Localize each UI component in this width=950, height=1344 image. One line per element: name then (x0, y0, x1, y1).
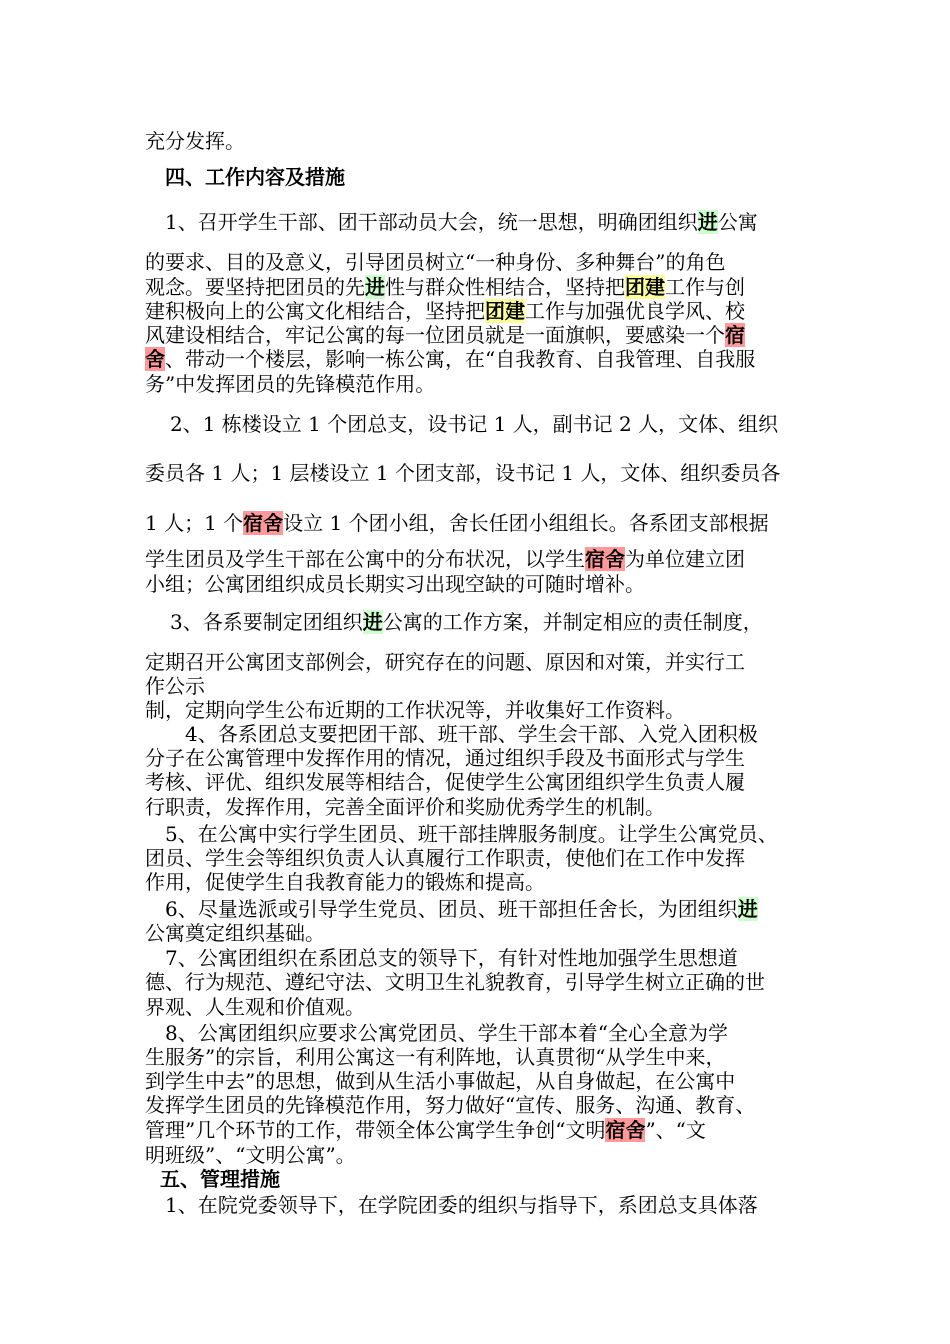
text-line (145, 372, 815, 396)
text-segment: 1、召开学生干部、团干部动员大会，统一思想，明确团组织 (165, 210, 698, 234)
text-segment: 分子在公寓管理中发挥作用的情况，通过组织手段及书面形式与学生 (145, 746, 745, 770)
text-segment: 工作与创 (665, 275, 745, 299)
text-line (145, 795, 815, 819)
text-segment: 委员各 1 人；1 层楼设立 1 个团支部，设书记 1 人，文体、组织委员各 (145, 461, 781, 485)
text-line (165, 210, 815, 234)
text-segment: ”、“文 (645, 1118, 706, 1142)
text-line (165, 1193, 815, 1217)
text-segment: 制，定期向学生公布近期的工作状况等，并收集好工作资料。 (145, 698, 685, 722)
section-heading: 五、管理措施 (160, 1167, 280, 1191)
text-segment: 1 人；1 个 (145, 511, 244, 535)
text-segment: 风建设相结合，牢记公寓的每一位团员就是一面旗帜，要感染一个 (145, 323, 725, 347)
text-segment: 7、公寓团组织在系团总支的领导下，有针对性地加强学生思想道 (165, 946, 738, 970)
text-segment: 性与群众性相结合，坚持把 (385, 275, 625, 299)
text-segment: 8、公寓团组织应要求公寓党团员、学生干部本着“全心全意为学 (165, 1021, 728, 1045)
text-line (145, 995, 815, 1019)
text-segment: 充分发挥。 (145, 129, 245, 153)
text-segment: 管理”几个环节的工作，带领全体公寓学生争创“文明 (145, 1118, 606, 1142)
text-segment: 明班级”、“文明公寓”。 (145, 1143, 356, 1167)
text-line (145, 921, 815, 945)
text-line (165, 822, 815, 846)
text-line (145, 770, 815, 794)
text-segment: 3、各系要制定团组织 (170, 610, 363, 634)
text-segment: 学生团员及学生干部在公寓中的分布状况，以学生 (145, 547, 585, 571)
text-segment: 6、尽量选派或引导学生党员、团员、班干部担任舍长，为团组织 (165, 897, 738, 921)
text-segment: 行职责，发挥作用，完善全面评价和奖励优秀学生的机制。 (145, 795, 665, 819)
text-segment: 团员、学生会等组织负责人认真履行工作职责，使他们在工作中发挥 (145, 846, 745, 870)
text-line (145, 1143, 815, 1167)
highlighted-keyword: 宿舍 (243, 511, 284, 535)
text-line (170, 412, 815, 436)
text-line (145, 547, 815, 571)
text-segment: 作公示 (145, 674, 205, 698)
text-line (145, 250, 815, 274)
text-line (145, 846, 815, 870)
text-segment: 5、在公寓中实行学生团员、班干部挂牌服务制度。让学生公寓党员、 (165, 822, 778, 846)
text-line (145, 323, 815, 347)
text-line (165, 897, 815, 921)
text-segment: 发挥学生团员的先锋模范作用，努力做好“宣传、服务、沟通、教育、 (145, 1093, 756, 1117)
text-line (165, 165, 815, 189)
highlighted-keyword: 进 (697, 210, 718, 234)
text-segment: 建积极向上的公寓文化相结合，坚持把 (145, 299, 485, 323)
text-line (145, 698, 815, 722)
text-segment: 观念。要坚持把团员的先 (145, 275, 365, 299)
text-segment: 公寓 (717, 210, 758, 234)
text-line (145, 650, 815, 674)
text-segment: 务”中发挥团员的先锋模范作用。 (145, 372, 436, 396)
text-line (185, 722, 815, 746)
text-segment: 考核、评优、组织发展等相结合，促使学生公寓团组织学生负责人履 (145, 770, 745, 794)
text-segment: 公寓奠定组织基础。 (145, 921, 325, 945)
text-line (145, 347, 815, 371)
text-line (145, 970, 815, 994)
text-segment: 到学生中去”的思想，做到从生活小事做起，从自身做起，在公寓中 (145, 1069, 736, 1093)
text-segment: 2、1 栋楼设立 1 个团总支，设书记 1 人，副书记 2 人，文体、组织 (170, 412, 779, 436)
text-line (145, 746, 815, 770)
text-line (160, 1167, 815, 1191)
text-line (145, 572, 815, 596)
text-line (145, 870, 815, 894)
highlighted-keyword: 宿 (725, 323, 745, 347)
text-segment: 、带动一个楼层，影响一栋公寓，在“自我教育、自我管理、自我服 (165, 347, 756, 371)
text-line (145, 1069, 815, 1093)
text-segment: 为单位建立团 (625, 547, 745, 571)
text-line (145, 129, 815, 153)
text-line (145, 511, 815, 535)
text-segment: 生服务”的宗旨，利用公寓这一有利阵地，认真贯彻“从学生中来， (145, 1045, 726, 1069)
text-segment: 设立 1 个团小组，舍长任团小组组长。各系团支部根据 (283, 511, 769, 535)
highlighted-keyword: 团建 (485, 299, 525, 323)
text-line (145, 299, 815, 323)
text-segment: 德、行为规范、遵纪守法、文明卫生礼貌教育，引导学生树立正确的世 (145, 970, 765, 994)
text-segment: 公寓的工作方案，并制定相应的责任制度， (382, 610, 763, 634)
text-segment: 小组；公寓团组织成员长期实习出现空缺的可随时增补。 (145, 572, 645, 596)
highlighted-keyword: 宿舍 (585, 547, 625, 571)
highlighted-keyword: 团建 (625, 275, 665, 299)
text-segment: 的要求、目的及意义，引导团员树立“一种身份、多种舞台”的角色 (145, 250, 726, 274)
text-line (145, 461, 815, 485)
highlighted-keyword: 进 (365, 275, 385, 299)
text-line (145, 674, 815, 698)
text-segment: 工作与加强优良学风、校 (525, 299, 745, 323)
section-heading: 四、工作内容及措施 (165, 165, 345, 189)
text-line (145, 275, 815, 299)
text-line (145, 1118, 815, 1142)
text-segment: 4、各系团总支要把团干部、班干部、学生会干部、入党入团积极 (185, 722, 758, 746)
highlighted-keyword: 宿舍 (605, 1118, 646, 1142)
highlighted-keyword: 进 (737, 897, 758, 921)
text-line (165, 946, 815, 970)
text-segment: 界观、人生观和价值观。 (145, 995, 365, 1019)
text-segment: 1、在院党委领导下，在学院团委的组织与指导下，系团总支具体落 (165, 1193, 758, 1217)
text-line (145, 1093, 815, 1117)
text-line (165, 1021, 815, 1045)
text-segment: 定期召开公寓团支部例会，研究存在的问题、原因和对策，并实行工 (145, 650, 745, 674)
highlighted-keyword: 进 (362, 610, 383, 634)
highlighted-keyword: 舍 (145, 347, 165, 371)
text-segment: 作用，促使学生自我教育能力的锻炼和提高。 (145, 870, 545, 894)
text-line (145, 1045, 815, 1069)
text-line (170, 610, 815, 634)
